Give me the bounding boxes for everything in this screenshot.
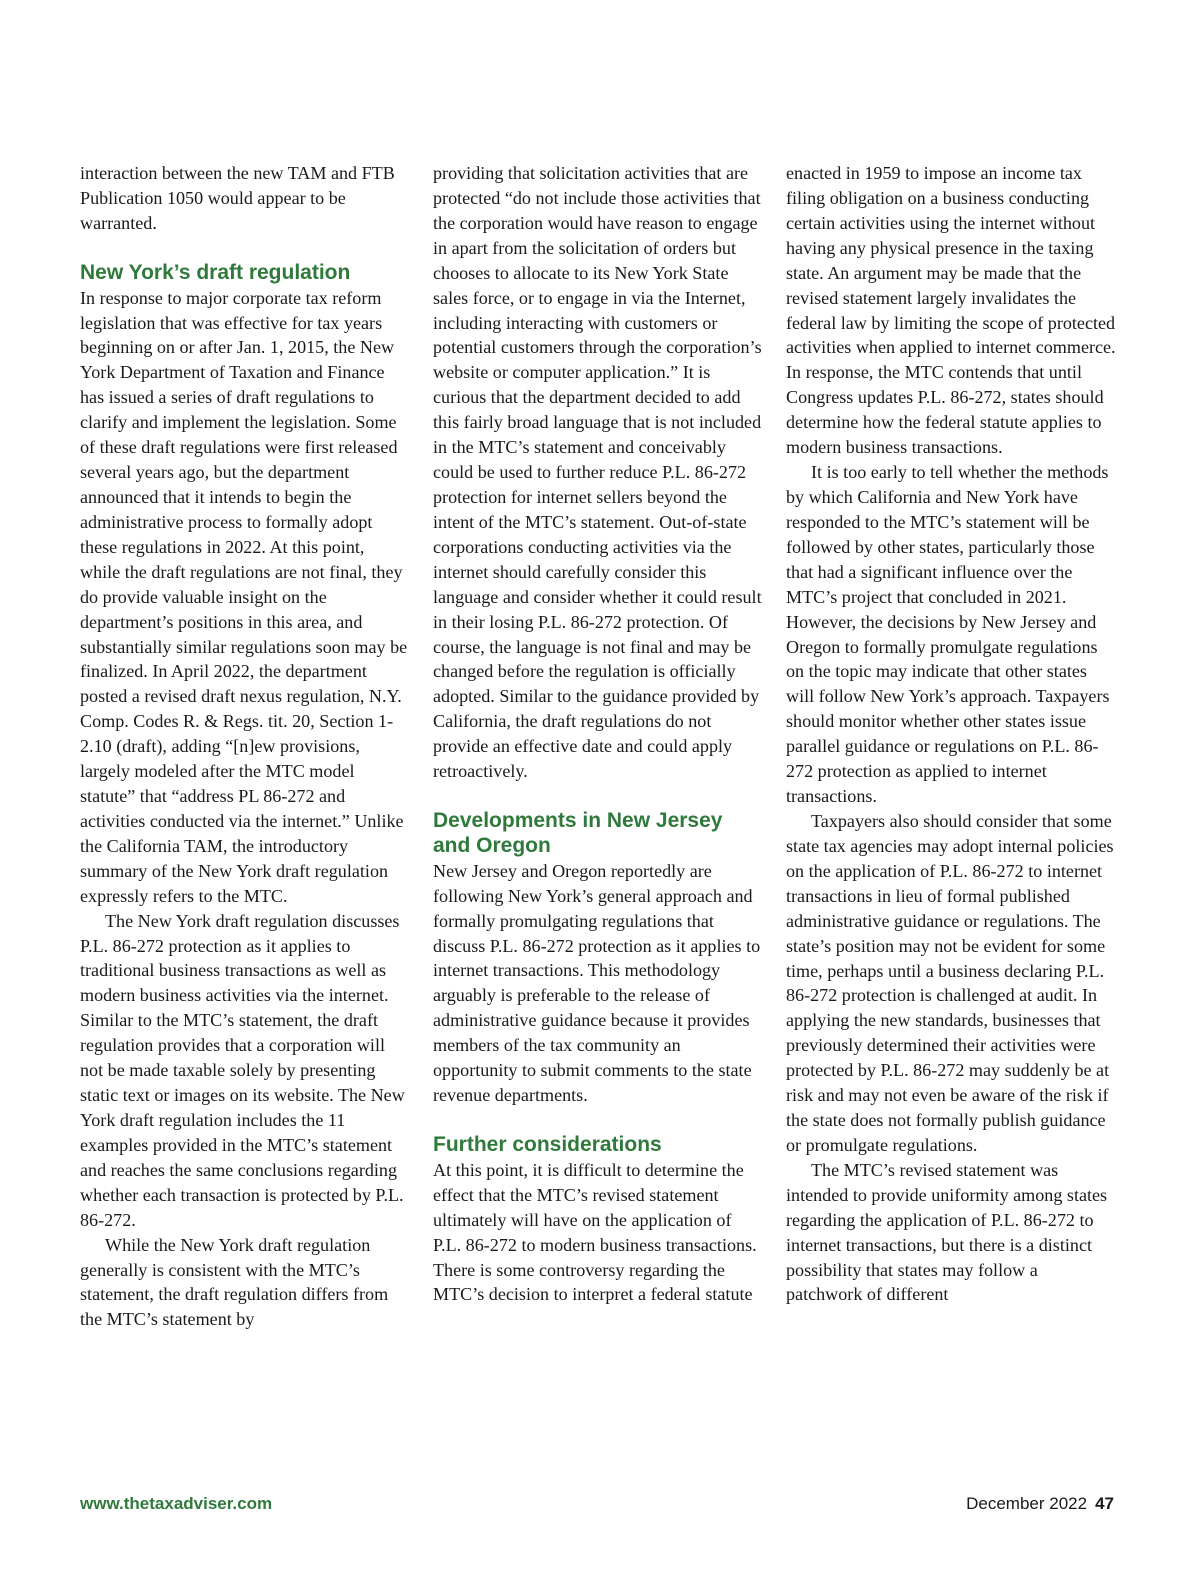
article-column-1	[80, 161, 408, 1332]
article-column-2	[433, 161, 763, 1307]
paragraph-new-jersey-oregon: New Jersey and Oregon reportedly are following New York’s general approach and formally promulgating regulations that discuss P.L. 86-272 protection as it applies to internet transactions. This methodology arguably is preferable to the release of administrative guidance because it provides members of the tax community an opportunity to submit comments to the state revenue departments.	[433, 860, 761, 1106]
paragraph-new-york-1: In response to major corporate tax reform legislation that was effective for tax years beginning on or after Jan. 1, 2015, the New York Department of Taxation and Finance has issued a series of draft regulations to clarify and implement the legislation. Some of these draft regulations were first released several years ago, but the department announced that it intends to begin the administrative process to formally adopt these regulations in 2022. At this point, while the draft regulations are not final, they do provide valuable insight on the department’s positions in this area, and substantially similar regulations soon may be finalized. In April 2022, the department posted a revised draft nexus regulation, N.Y. Comp. Codes R. & Regs. tit. 20, Section 1-2.10 (draft), adding “[n]ew provisions, largely modeled after the MTC model statute” that “address PL 86-272 and activities conducted via the internet.” Unlike the California TAM, the introductory summary of the New York draft regulation expressly refers to the MTC.	[80, 287, 408, 906]
section-heading-new-jersey-oregon: Developments in New Jersey and Oregon	[433, 808, 723, 857]
paragraph-new-york-3: While the New York draft regulation generally is consistent with the MTC’s statement, the draft regulation differs from the MTC’s statement by	[80, 1234, 389, 1330]
footer-issue-date: December 2022	[966, 1494, 1088, 1513]
paragraph-uniformity: The MTC’s revised statement was intended to provide uniformity among states regarding the application of P.L. 86-272 to internet transactions, but there is a distinct possibility that states may follow a patchwork of different	[786, 1159, 1108, 1305]
section-heading-further-considerations: Further considerations	[433, 1132, 662, 1156]
paragraph-solicitation: providing that solicitation activities that are protected “do not include those activities that the corporation would have reason to engage in apart from the solicitation of orders but chooses to allocate to its New York State sales force, or to engage in via the Internet, including interacting with customers or potential customers through the corporation’s website or computer application.” It is curious that the department decided to add this fairly broad language that is not included in the MTC’s statement and conceivably could be used to further reduce P.L. 86-272 protection for internet sellers beyond the intent of the MTC’s statement. Out-of-state corporations conducting activities via the internet should carefully consider this language and consider whether it could result in their losing P.L. 86-272 protection. Of course, the language is not final and may be changed before the regulation is officially adopted. Similar to the guidance provided by California, the draft regulations do not provide an effective date and could apply retroactively.	[433, 163, 762, 782]
paragraph-federal-statute: enacted in 1959 to impose an income tax filing obligation on a business conducting certain activities using the internet without having any physical presence in the taxing state. An argument may be made that the revised statement largely invalidates the federal law by limiting the scope of protected activities when applied to internet commerce. In response, the MTC contends that until Congress updates P.L. 86-272, states should determine how the federal statute applies to modern business transactions.	[786, 163, 1116, 458]
paragraph-new-york-2: The New York draft regulation discusses P.L. 86-272 protection as it applies to traditional business transactions as well as modern business activities via the internet. Similar to the MTC’s statement, the draft regulation provides that a corporation will not be made taxable solely by presenting static text or images on its website. The New York draft regulation includes the 11 examples provided in the MTC’s statement and reaches the same conclusions regarding whether each transaction is protected by P.L. 86-272.	[80, 910, 405, 1230]
paragraph-taxpayers: Taxpayers also should consider that some state tax agencies may adopt internal policies on the application of P.L. 86-272 to internet transactions in lieu of formal published administrative guidance or regulations. The state’s position may not be evident for some time, perhaps until a business declaring P.L. 86-272 protection is challenged at audit. In applying the new standards, businesses that previously determined their activities were protected by P.L. 86-272 may suddenly be at risk and may not even be aware of the risk if the state does not formally publish guidance or promulgate regulations.	[786, 810, 1114, 1155]
footer-website-link[interactable]: www.thetaxadviser.com	[80, 1494, 273, 1513]
paragraph-further-considerations: At this point, it is difficult to determine the effect that the MTC’s revised statement ultimately will have on the application of P.L. 86-272 to modern business transactions. There is some controversy regarding the MTC’s decision to interpret a federal statute	[433, 1159, 757, 1305]
page-number: 47	[1095, 1494, 1114, 1513]
footer-issue-info	[966, 1493, 1114, 1515]
paragraph-intro: interaction between the new TAM and FTB Publication 1050 would appear to be warranted.	[80, 163, 395, 233]
section-heading-new-york: New York’s draft regulation	[80, 260, 351, 284]
paragraph-too-early: It is too early to tell whether the methods by which California and New York have responded to the MTC’s statement will be followed by other states, particularly those that had a significant influence over the MTC’s project that concluded in 2021. However, the decisions by New Jersey and Oregon to formally promulgate regulations on the topic may indicate that other states will follow New York’s approach. Taxpayers should monitor whether other states issue parallel guidance or regulations on P.L. 86-272 protection as applied to internet transactions.	[786, 462, 1110, 807]
article-column-3	[786, 161, 1116, 1307]
